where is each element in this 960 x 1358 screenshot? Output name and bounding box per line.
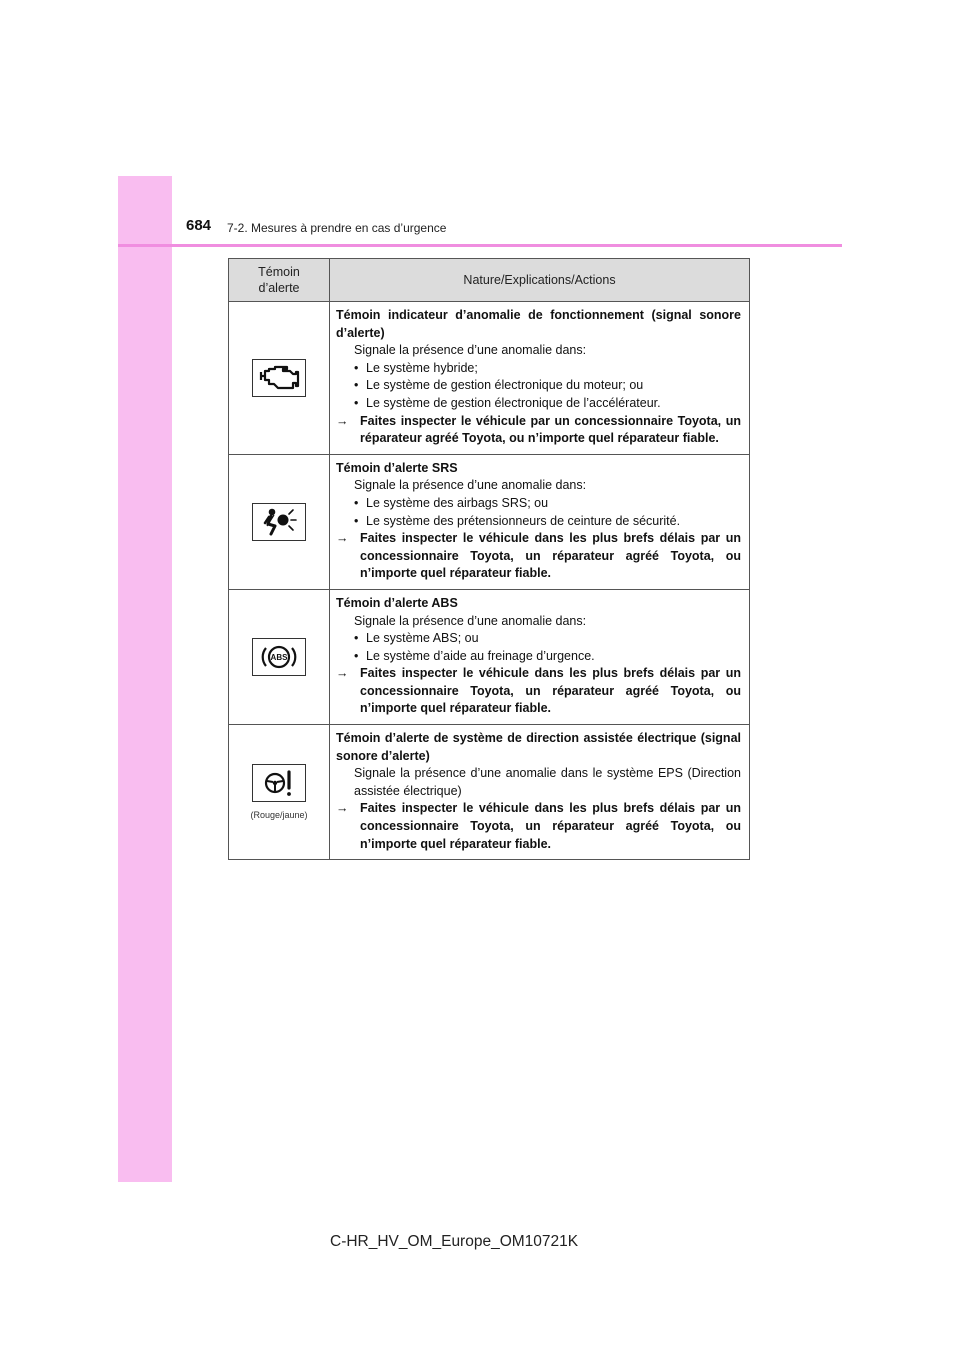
light-intro: Signale la présence d’une anomalie dans: xyxy=(354,613,587,628)
list-item: • Le système de gestion électronique du moteur; ou xyxy=(336,377,741,395)
light-title: Témoin indicateur d’anomalie de fonctionnement (signal sonore d’alerte) xyxy=(336,308,741,340)
warning-lights-table xyxy=(228,258,750,860)
table-row xyxy=(229,302,750,455)
description-cell xyxy=(330,725,750,860)
arrow-icon: → xyxy=(336,666,349,681)
list-item: • Le système hybride; xyxy=(336,360,741,378)
light-title: Témoin d’alerte ABS xyxy=(336,595,458,610)
arrow-icon: → xyxy=(336,531,349,546)
action-text xyxy=(336,530,741,583)
action-label: Faites inspecter le véhicule dans les plus brefs délais par un concessionnaire Toyota, un réparateur agréé Toyota, ou n’importe quel réparateur fiable. xyxy=(360,801,741,851)
list-item: • Le système des prétensionneurs de ceinture de sécurité. xyxy=(336,513,741,531)
list-item: • Le système des airbags SRS; ou xyxy=(336,495,741,513)
header-rule xyxy=(118,244,842,247)
action-text xyxy=(336,800,741,853)
list-item: • Le système ABS; ou xyxy=(336,630,741,648)
light-intro: Signale la présence d’une anomalie dans le système EPS (Direction assistée électrique) xyxy=(354,766,741,798)
arrow-icon: → xyxy=(336,801,349,816)
abs-icon-label: ABS xyxy=(270,652,288,662)
action-label: Faites inspecter le véhicule dans les plus brefs délais par un concessionnaire Toyota, un réparateur agréé Toyota, ou n’importe quel réparateur fiable. xyxy=(360,666,741,716)
icon-cell xyxy=(229,589,330,724)
description-cell xyxy=(330,454,750,589)
description-cell xyxy=(330,589,750,724)
table-header-row xyxy=(229,259,750,302)
description-cell xyxy=(330,302,750,455)
action-text xyxy=(336,665,741,718)
column-header-description: Nature/Explications/Actions xyxy=(330,259,750,302)
column-header-light: Témoin d’alerte xyxy=(229,259,330,302)
action-label: Faites inspecter le véhicule dans les plus brefs délais par un concessionnaire Toyota, un réparateur agréé Toyota, ou n’importe quel réparateur fiable. xyxy=(360,531,741,581)
eps-steering-icon xyxy=(252,764,306,802)
side-color-band xyxy=(118,176,172,1182)
abs-icon xyxy=(252,638,306,676)
footer-document-code: C-HR_HV_OM_Europe_OM10721K xyxy=(330,1233,579,1250)
table-row xyxy=(229,454,750,589)
icon-cell xyxy=(229,302,330,455)
srs-airbag-icon xyxy=(252,503,306,541)
light-intro: Signale la présence d’une anomalie dans: xyxy=(354,343,587,358)
action-label: Faites inspecter le véhicule par un concessionnaire Toyota, un réparateur agréé Toyota, ou n’importe quel réparateur fiable. xyxy=(360,413,741,446)
action-text xyxy=(336,413,741,448)
arrow-icon: → xyxy=(336,413,349,428)
table-row xyxy=(229,589,750,724)
table-row xyxy=(229,725,750,860)
icon-cell xyxy=(229,454,330,589)
list-item: • Le système d’aide au freinage d’urgence. xyxy=(336,648,741,666)
list-item: • Le système de gestion électronique de l’accélérateur. xyxy=(336,395,741,413)
light-title: Témoin d’alerte SRS xyxy=(336,460,458,475)
light-title: Témoin d’alerte de système de direction assistée électrique (signal sonore d’alerte) xyxy=(336,731,741,763)
check-engine-icon xyxy=(252,359,306,397)
section-title: 7-2. Mesures à prendre en cas d’urgence xyxy=(227,221,447,235)
page-number: 684 xyxy=(186,217,212,234)
icon-cell xyxy=(229,725,330,860)
light-intro: Signale la présence d’une anomalie dans: xyxy=(354,478,587,493)
icon-caption: (Rouge/jaune) xyxy=(250,810,308,821)
